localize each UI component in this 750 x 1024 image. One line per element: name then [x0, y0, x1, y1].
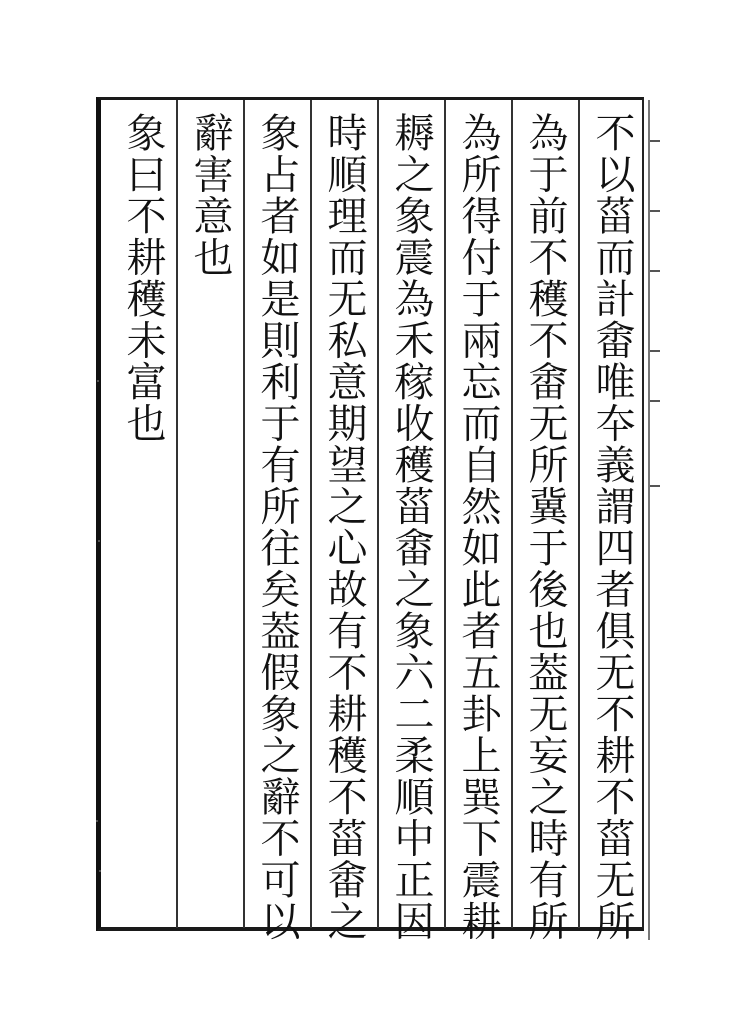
adjacent-page-mark: [650, 270, 660, 272]
text-column-5: 時順理而无私意期望之心故有不耕穫不菑畬之: [321, 112, 367, 942]
text-column-8: 象曰不耕穫未富也: [120, 112, 166, 444]
text-column-6: 象占者如是則利于有所往矣葢假象之辭不可以: [254, 112, 300, 942]
adjacent-page-mark: [650, 140, 660, 142]
adjacent-page-mark: [650, 210, 660, 212]
print-speck: [99, 870, 101, 872]
text-column-7: 辭害意也: [187, 112, 233, 278]
column-rule: [176, 100, 178, 928]
adjacent-page-mark: [650, 400, 660, 402]
column-rule: [377, 100, 379, 928]
text-column-1: 不以菑而計畬唯夲義謂四者俱无不耕不菑无所: [589, 112, 635, 942]
adjacent-page-rule: [648, 100, 650, 940]
text-column-2: 為于前不穫不畬无所冀于後也葢无妄之時有所: [522, 112, 568, 942]
adjacent-page-mark: [650, 350, 660, 352]
print-speck: [97, 380, 99, 382]
text-column-4: 耨之象震為禾稼收穫菑畬之象六二柔順中正因: [388, 112, 434, 942]
print-speck: [96, 820, 98, 822]
column-rule: [511, 100, 513, 928]
column-rule: [578, 100, 580, 928]
column-rule: [310, 100, 312, 928]
adjacent-page-edge: [648, 100, 668, 940]
adjacent-page-mark: [650, 485, 660, 487]
text-column-3: 為所得付于兩忘而自然如此者五卦上巽下震耕: [455, 112, 501, 942]
column-rule: [243, 100, 245, 928]
column-rule: [444, 100, 446, 928]
print-speck: [98, 540, 100, 542]
